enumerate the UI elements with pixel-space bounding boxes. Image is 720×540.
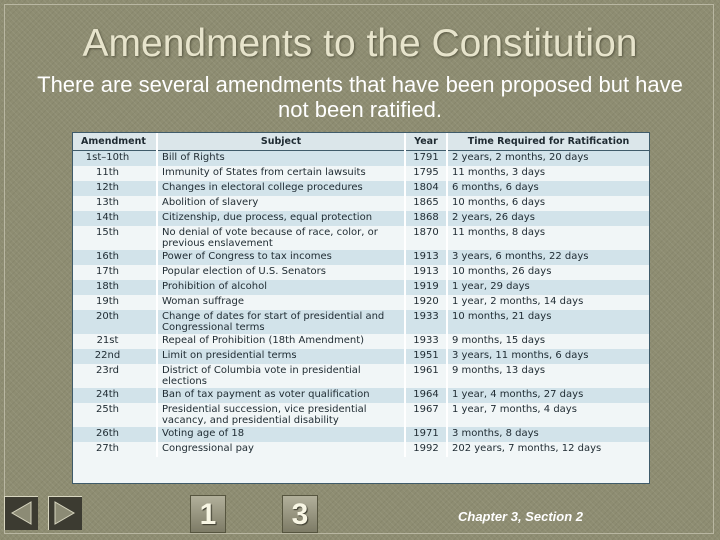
table-row bbox=[73, 196, 649, 211]
time-required-cell: 1 year, 2 months, 14 days bbox=[447, 295, 649, 310]
triangle-left-icon bbox=[4, 496, 38, 530]
subtitle-line-2: not been ratified. bbox=[278, 97, 442, 122]
slide-title: Amendments to the Constitution bbox=[82, 22, 638, 65]
year-cell: 1919 bbox=[405, 280, 447, 295]
subject-cell: Citizenship, due process, equal protection bbox=[157, 211, 405, 226]
time-required-cell: 11 months, 8 days bbox=[447, 226, 649, 250]
table-body bbox=[73, 151, 649, 458]
amendment-cell: 22nd bbox=[73, 349, 157, 364]
amendment-cell: 23rd bbox=[95, 365, 119, 376]
year-cell: 1961 bbox=[405, 364, 447, 388]
year-cell: 1804 bbox=[405, 181, 447, 196]
table-row bbox=[73, 181, 649, 196]
amendment-cell: 15th bbox=[96, 227, 119, 238]
amendment-cell: 19th bbox=[96, 296, 119, 307]
subject-cell: Limit on presidential terms bbox=[157, 349, 405, 364]
time-required-cell: 10 months, 26 days bbox=[447, 265, 649, 280]
amendment-cell: 12th bbox=[73, 181, 157, 196]
year-cell: 1933 bbox=[405, 334, 447, 349]
header-year: Year bbox=[405, 133, 447, 151]
time-required-cell: 3 years, 11 months, 6 days bbox=[447, 349, 649, 364]
year-cell: 1992 bbox=[405, 442, 447, 457]
table-row bbox=[73, 226, 649, 250]
year-cell: 1791 bbox=[405, 151, 447, 167]
year-cell: 1933 bbox=[405, 310, 447, 334]
subject-cell: Changes in electoral college procedures bbox=[157, 181, 405, 196]
time-required-cell: 3 years, 6 months, 22 days bbox=[447, 250, 649, 265]
time-required-cell: 1 year, 4 months, 27 days bbox=[447, 388, 649, 403]
year-cell: 1868 bbox=[405, 211, 447, 226]
time-required-cell: 9 months, 15 days bbox=[447, 334, 649, 349]
table-row bbox=[73, 151, 649, 167]
time-required-cell: 3 months, 8 days bbox=[447, 427, 649, 442]
time-required-cell: 11 months, 3 days bbox=[447, 166, 649, 181]
amendment-cell: 11th bbox=[96, 167, 119, 178]
time-required-cell: 2 years, 2 months, 20 days bbox=[447, 151, 649, 167]
year-cell: 1865 bbox=[405, 196, 447, 211]
subject-cell: Congressional pay bbox=[157, 442, 405, 457]
subject-cell: Voting age of 18 bbox=[157, 427, 405, 442]
slide-1-button[interactable]: 1 bbox=[190, 495, 226, 533]
amendment-cell: 16th bbox=[73, 250, 157, 265]
year-cell: 1964 bbox=[405, 388, 447, 403]
header-amendment: Amendment bbox=[73, 133, 157, 151]
amendment-cell: 14th bbox=[73, 211, 157, 226]
table-row bbox=[73, 403, 649, 427]
amendment-cell: 26th bbox=[73, 427, 157, 442]
table-row bbox=[73, 388, 649, 403]
next-slide-button[interactable] bbox=[48, 496, 82, 530]
table-row bbox=[73, 265, 649, 280]
year-cell: 1971 bbox=[405, 427, 447, 442]
subject-cell: Power of Congress to tax incomes bbox=[157, 250, 405, 265]
year-cell: 1913 bbox=[405, 265, 447, 280]
table-row bbox=[73, 310, 649, 334]
subject-cell: Bill of Rights bbox=[157, 151, 405, 167]
year-cell: 1913 bbox=[405, 250, 447, 265]
subject-cell: Immunity of States from certain lawsuits bbox=[157, 166, 405, 181]
subtitle-line-1: There are several amendments that have been proposed but have bbox=[37, 72, 683, 97]
table-row bbox=[73, 364, 649, 388]
slide-3-button[interactable]: 3 bbox=[282, 495, 318, 533]
time-required-cell: 10 months, 6 days bbox=[447, 196, 649, 211]
amendment-cell: 21st bbox=[96, 335, 119, 346]
amendment-cell: 13th bbox=[96, 197, 119, 208]
table-row bbox=[73, 166, 649, 181]
amendments-table-grid bbox=[73, 133, 649, 457]
amendment-cell: 17th bbox=[96, 266, 119, 277]
table-row bbox=[73, 442, 649, 457]
subject-cell: Repeal of Prohibition (18th Amendment) bbox=[157, 334, 405, 349]
amendments-table bbox=[72, 132, 650, 484]
subject-cell: Presidential succession, vice presidential vacancy, and presidential disability bbox=[157, 403, 405, 427]
table-row bbox=[73, 250, 649, 265]
subject-cell: Change of dates for start of presidential and Congressional terms bbox=[157, 310, 405, 334]
header-subject: Subject bbox=[157, 133, 405, 151]
subject-cell: Popular election of U.S. Senators bbox=[157, 265, 405, 280]
table-row bbox=[73, 211, 649, 226]
previous-slide-button[interactable] bbox=[4, 496, 38, 530]
year-cell: 1967 bbox=[405, 403, 447, 427]
subject-cell: District of Columbia vote in presidential elections bbox=[157, 364, 405, 388]
time-required-cell: 1 year, 7 months, 4 days bbox=[447, 403, 649, 427]
amendment-cell: 18th bbox=[73, 280, 157, 295]
amendment-cell: 25th bbox=[96, 404, 119, 415]
subject-cell: Abolition of slavery bbox=[157, 196, 405, 211]
year-cell: 1951 bbox=[405, 349, 447, 364]
year-cell: 1920 bbox=[405, 295, 447, 310]
table-row bbox=[73, 427, 649, 442]
amendment-cell: 1st–10th bbox=[73, 151, 157, 167]
slide-subtitle bbox=[0, 72, 720, 122]
table-header-row bbox=[73, 133, 649, 151]
time-required-cell: 6 months, 6 days bbox=[447, 181, 649, 196]
subject-cell: Ban of tax payment as voter qualification bbox=[157, 388, 405, 403]
table-row bbox=[73, 280, 649, 295]
subject-cell: Woman suffrage bbox=[157, 295, 405, 310]
table-row bbox=[73, 349, 649, 364]
time-required-cell: 2 years, 26 days bbox=[447, 211, 649, 226]
year-cell: 1795 bbox=[405, 166, 447, 181]
time-required-cell: 10 months, 21 days bbox=[447, 310, 649, 334]
subject-cell: No denial of vote because of race, color, or previous enslavement bbox=[157, 226, 405, 250]
amendment-cell: 27th bbox=[96, 443, 119, 454]
subject-cell: Prohibition of alcohol bbox=[157, 280, 405, 295]
chapter-section-label: Chapter 3, Section 2 bbox=[458, 509, 583, 524]
time-required-cell: 9 months, 13 days bbox=[447, 364, 649, 388]
amendment-cell: 20th bbox=[73, 310, 157, 334]
time-required-cell: 202 years, 7 months, 12 days bbox=[447, 442, 649, 457]
table-row bbox=[73, 334, 649, 349]
table-row bbox=[73, 295, 649, 310]
time-required-cell: 1 year, 29 days bbox=[447, 280, 649, 295]
year-cell: 1870 bbox=[405, 226, 447, 250]
triangle-right-icon bbox=[48, 496, 82, 530]
header-time-required: Time Required for Ratification bbox=[447, 133, 649, 151]
amendment-cell: 24th bbox=[73, 388, 157, 403]
